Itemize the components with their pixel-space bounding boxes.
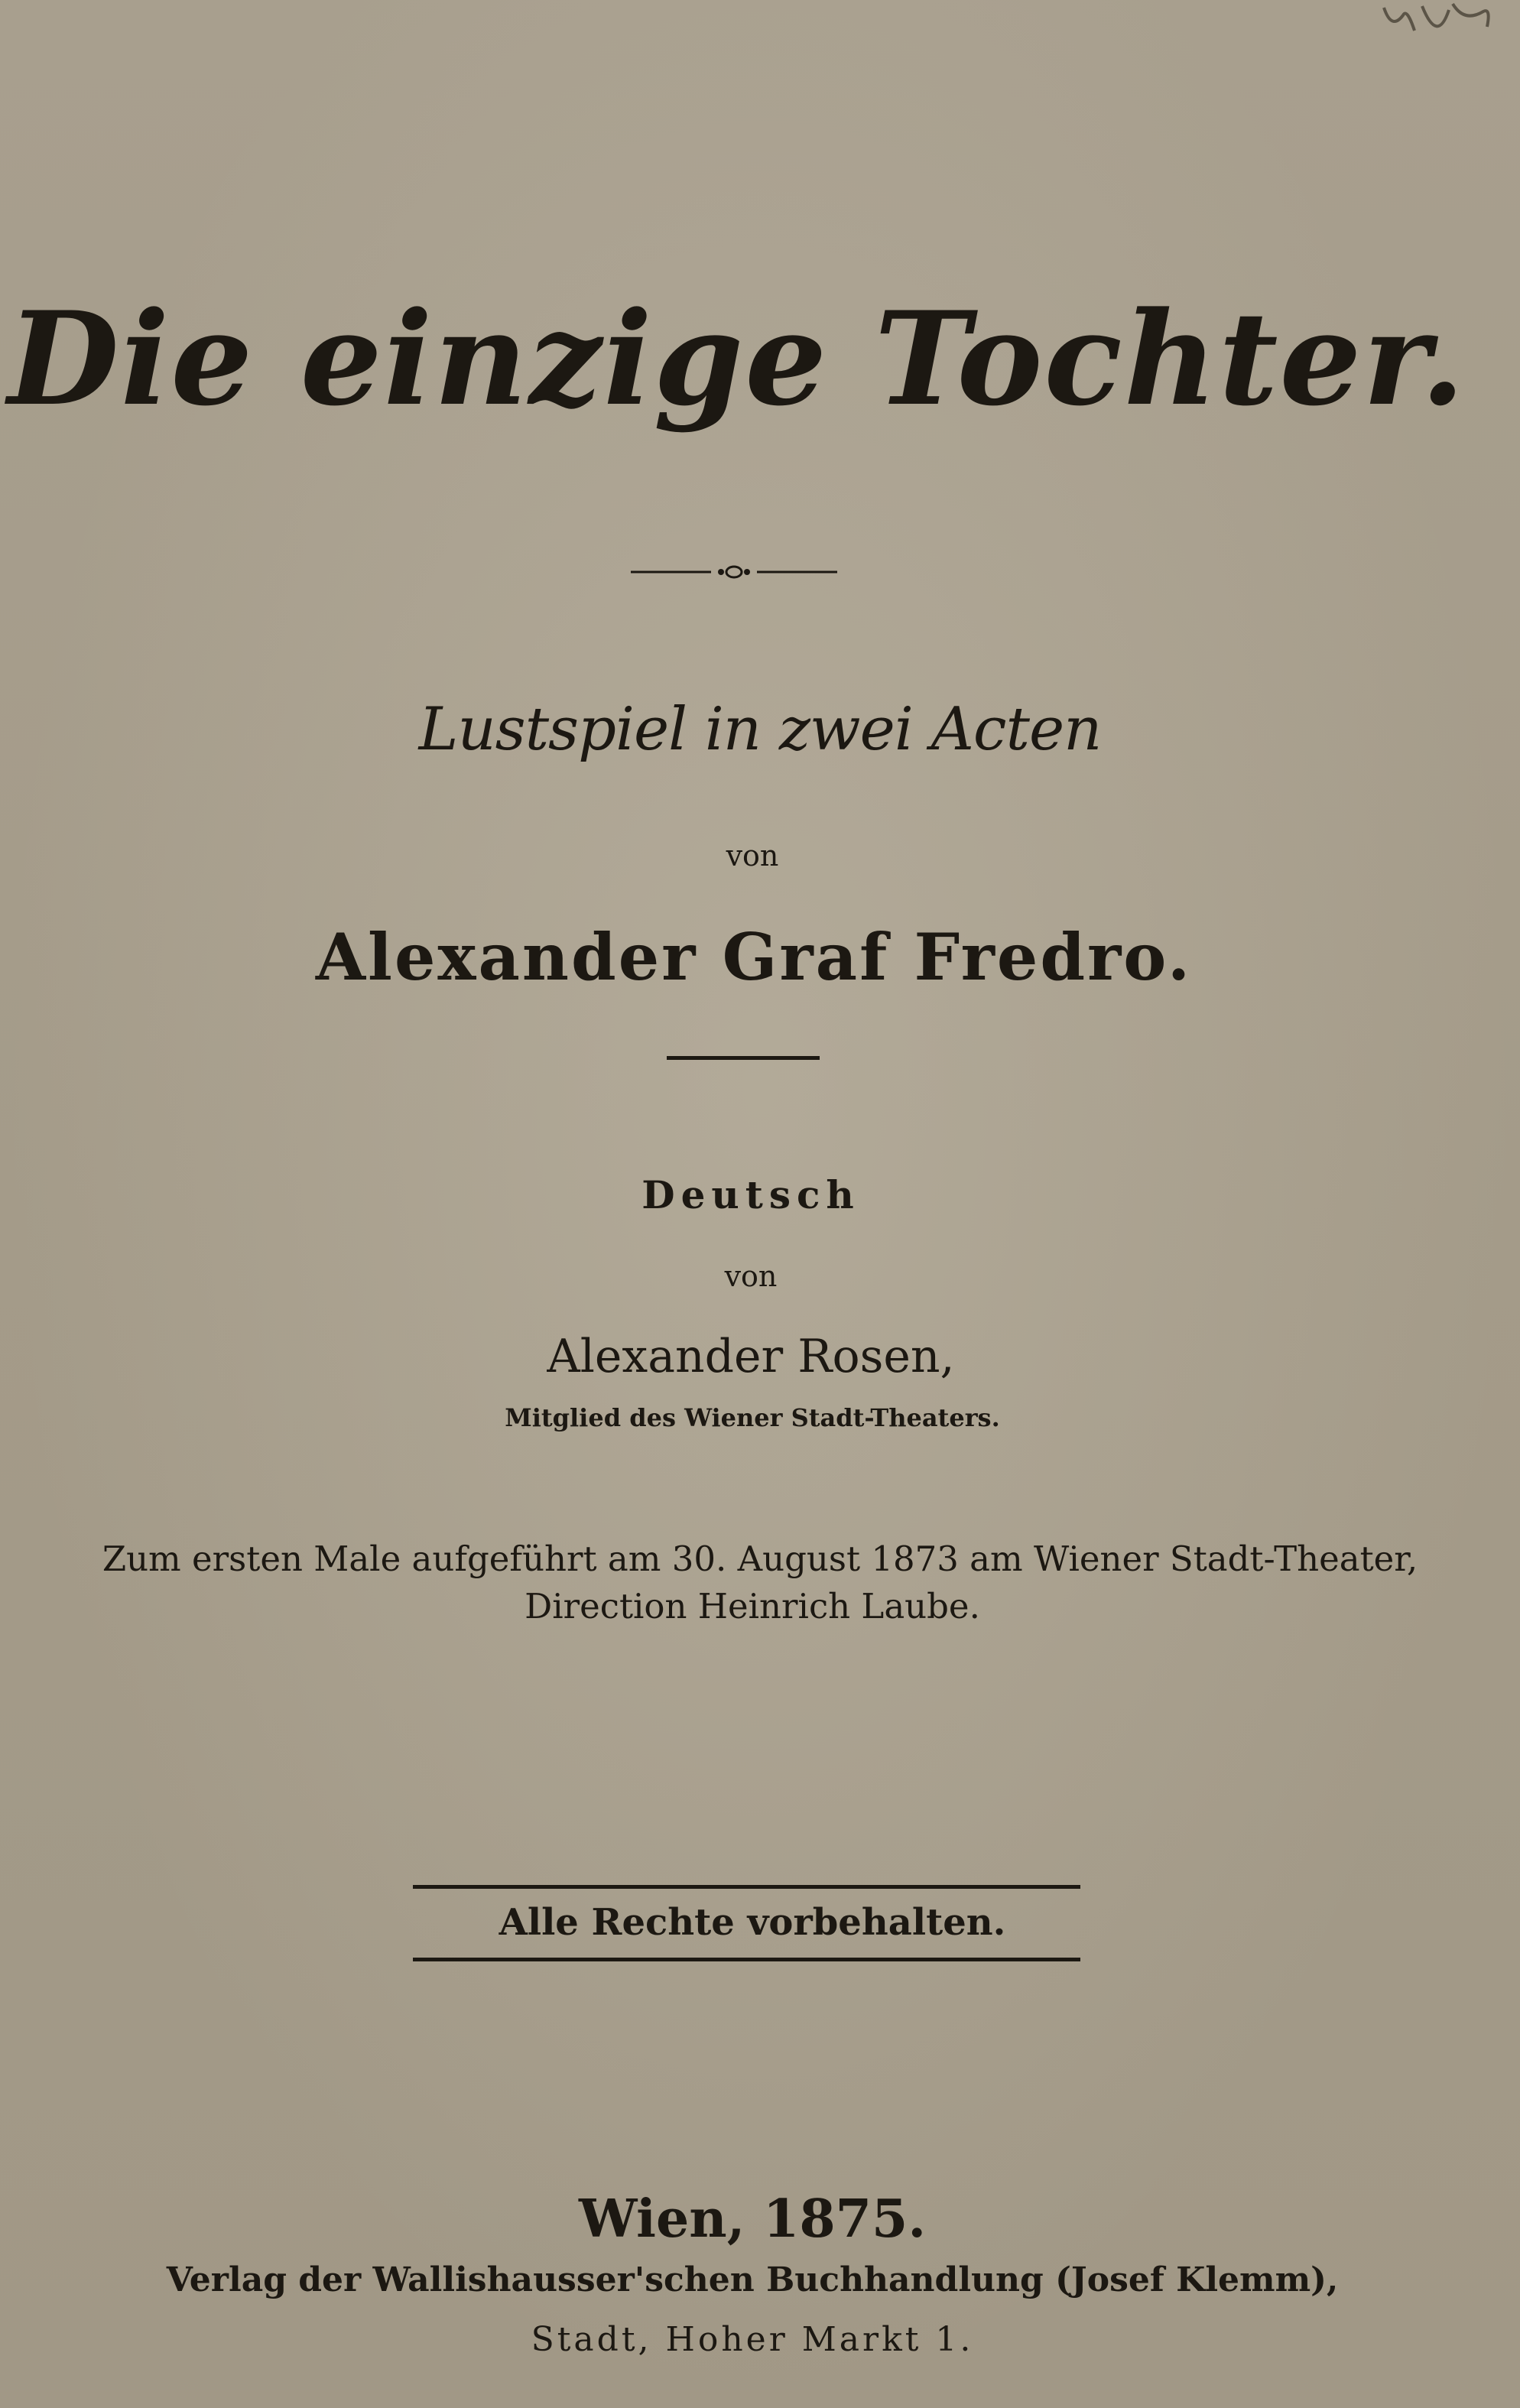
premiere-line: Zum ersten Male aufgeführt am 30. August 1873 am Wiener Stadt-Theater, [102,1539,1418,1579]
imprint-city-year: Wien, 1875. [579,2189,926,2250]
ornament-divider [631,564,837,580]
author-name: Alexander Graf Fredro. [315,919,1193,995]
rights-rule-bottom [413,1958,1080,1961]
handwritten-mark [1369,0,1506,61]
translator-name: Alexander Rosen, [547,1330,955,1383]
imprint-publisher: Verlag der Wallishausser'schen Buchhandlung (Josef Klemm), [166,2260,1339,2299]
subtitle: Lustspiel in zwei Acten [418,695,1102,764]
by-label-translator: von [724,1259,778,1293]
rights-notice: Alle Rechte vorbehalten. [499,1901,1006,1944]
by-label-author: von [726,839,779,873]
book-title: Die einzige Tochter. [7,283,1467,434]
rights-rule-top [413,1885,1080,1889]
direction-line: Direction Heinrich Laube. [525,1586,980,1626]
translation-label: Deutsch [641,1172,860,1217]
translator-role: Mitglied des Wiener Stadt-Theaters. [505,1403,1000,1432]
imprint-address: Stadt, Hoher Markt 1. [531,2320,974,2359]
divider-rule-short [667,1056,820,1060]
